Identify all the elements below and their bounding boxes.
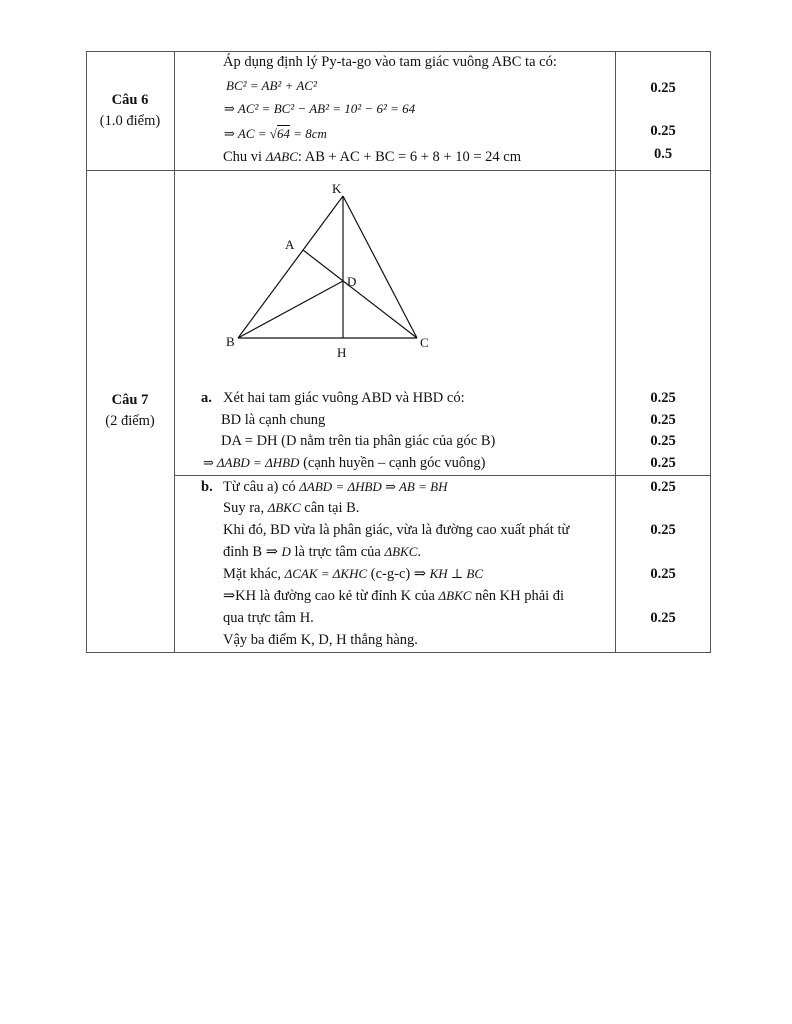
q6-equation-1: BC² = AB² + AC² xyxy=(226,78,317,93)
q7b-line-6-math: ΔBKC xyxy=(438,588,472,603)
vertex-B-label: B xyxy=(226,334,235,349)
q6-eq3-result: = 8cm xyxy=(289,126,327,141)
q7a-line-2: BD là cạnh chung xyxy=(221,412,326,428)
q7-points: (2 điểm) xyxy=(105,413,155,429)
q6-perim-triangle: ΔABC xyxy=(265,149,298,164)
q7a-line-4-math: ⇒ ΔABD = ΔHBD xyxy=(203,455,300,470)
q7b-line-5-math2: KH ⊥ BC xyxy=(429,566,484,581)
q7b-line-4-text: đỉnh B ⇒ xyxy=(223,544,282,560)
q6-label: Câu 6 xyxy=(111,92,149,108)
q6-eq3-prefix: ⇒ AC = xyxy=(224,126,270,141)
point-D-label: D xyxy=(347,274,357,289)
q7b-line-5 xyxy=(223,565,483,583)
q7a-score-3: 0.25 xyxy=(650,433,676,449)
q6-perim-sum: : AB + AC + BC = 6 + 8 + 10 = 24 cm xyxy=(297,149,521,165)
q7b-line-1 xyxy=(223,478,447,496)
q7b-line-6-text: ⇒KH là đường cao kẻ từ đỉnh K của xyxy=(223,588,439,604)
vertex-A-label: A xyxy=(285,237,295,252)
q6-score-3: 0.5 xyxy=(653,146,673,162)
q6-score-2: 0.25 xyxy=(650,123,676,139)
q7a-line-4 xyxy=(203,454,485,472)
q7b-line-2-post: cân tại B. xyxy=(300,500,360,516)
q7a-line-4-text: (cạnh huyền – cạnh góc vuông) xyxy=(299,455,486,471)
q6-intro-text: Áp dụng định lý Py-ta-go vào tam giác vuông ABC ta có: xyxy=(223,54,557,70)
point-H-label: H xyxy=(337,345,347,360)
q7a-line-1: Xét hai tam giác vuông ABD và HBD có: xyxy=(223,390,465,406)
q7b-score-4: 0.25 xyxy=(650,610,676,626)
segment-BK xyxy=(238,196,343,338)
q7b-line-2 xyxy=(223,499,359,517)
q7b-line-2-math: ΔBKC xyxy=(267,500,301,515)
vertex-K-label: K xyxy=(332,181,342,196)
q7b-line-4-mid: là trực tâm của xyxy=(290,544,385,560)
segment-KC xyxy=(343,196,417,338)
q7-part-b-marker: b. xyxy=(201,479,213,495)
q7-part-a-marker: a. xyxy=(201,390,212,406)
q7b-line-4-math2: ΔBKC xyxy=(384,544,418,559)
q7a-score-1: 0.25 xyxy=(650,390,676,406)
sqrt-sign-icon: √ xyxy=(269,126,277,141)
q7b-score-3: 0.25 xyxy=(650,566,676,582)
q7b-line-6-post: nên KH phải đi xyxy=(471,588,565,604)
q6-score-1: 0.25 xyxy=(650,80,676,96)
q7a-score-4: 0.25 xyxy=(650,455,676,471)
q7b-line-1-math: ΔABD = ΔHBD ⇒ AB = BH xyxy=(299,479,448,494)
q7b-line-7: qua trực tâm H. xyxy=(223,610,314,626)
q7a-line-3: DA = DH (D nằm trên tia phân giác của góc B) xyxy=(221,433,496,449)
q7b-line-2-text: Suy ra, xyxy=(223,500,268,516)
q7b-line-5-mid: (c-g-c) ⇒ xyxy=(367,566,430,582)
q7b-line-6 xyxy=(223,587,564,605)
q7b-line-4-math: D xyxy=(281,544,291,559)
q6-equation-2: ⇒ AC² = BC² − AB² = 10² − 6² = 64 xyxy=(224,101,416,116)
q7-label: Câu 7 xyxy=(111,392,149,408)
q6-points: (1.0 điểm) xyxy=(99,113,161,129)
q7b-line-4 xyxy=(223,543,421,561)
q7b-line-5-text: Mặt khác, xyxy=(223,566,285,582)
q7b-line-3: Khi đó, BD vừa là phân giác, vừa là đường cao xuất phát từ xyxy=(223,522,570,538)
q7b-line-8: Vậy ba điểm K, D, H thẳng hàng. xyxy=(223,632,418,648)
vertex-C-label: C xyxy=(420,335,429,350)
q7b-score-1: 0.25 xyxy=(650,479,676,495)
q7b-line-4-post: . xyxy=(417,544,422,560)
q7b-line-1-text: Từ câu a) có xyxy=(223,479,300,495)
q6-eq3-radicand: 64 xyxy=(276,126,290,141)
q7b-line-5-math: ΔCAK = ΔKHC xyxy=(284,566,368,581)
q7a-score-2: 0.25 xyxy=(650,412,676,428)
segment-BD xyxy=(238,281,343,338)
q7b-score-2: 0.25 xyxy=(650,522,676,538)
q6-perim-prefix: Chu vi xyxy=(223,149,266,165)
